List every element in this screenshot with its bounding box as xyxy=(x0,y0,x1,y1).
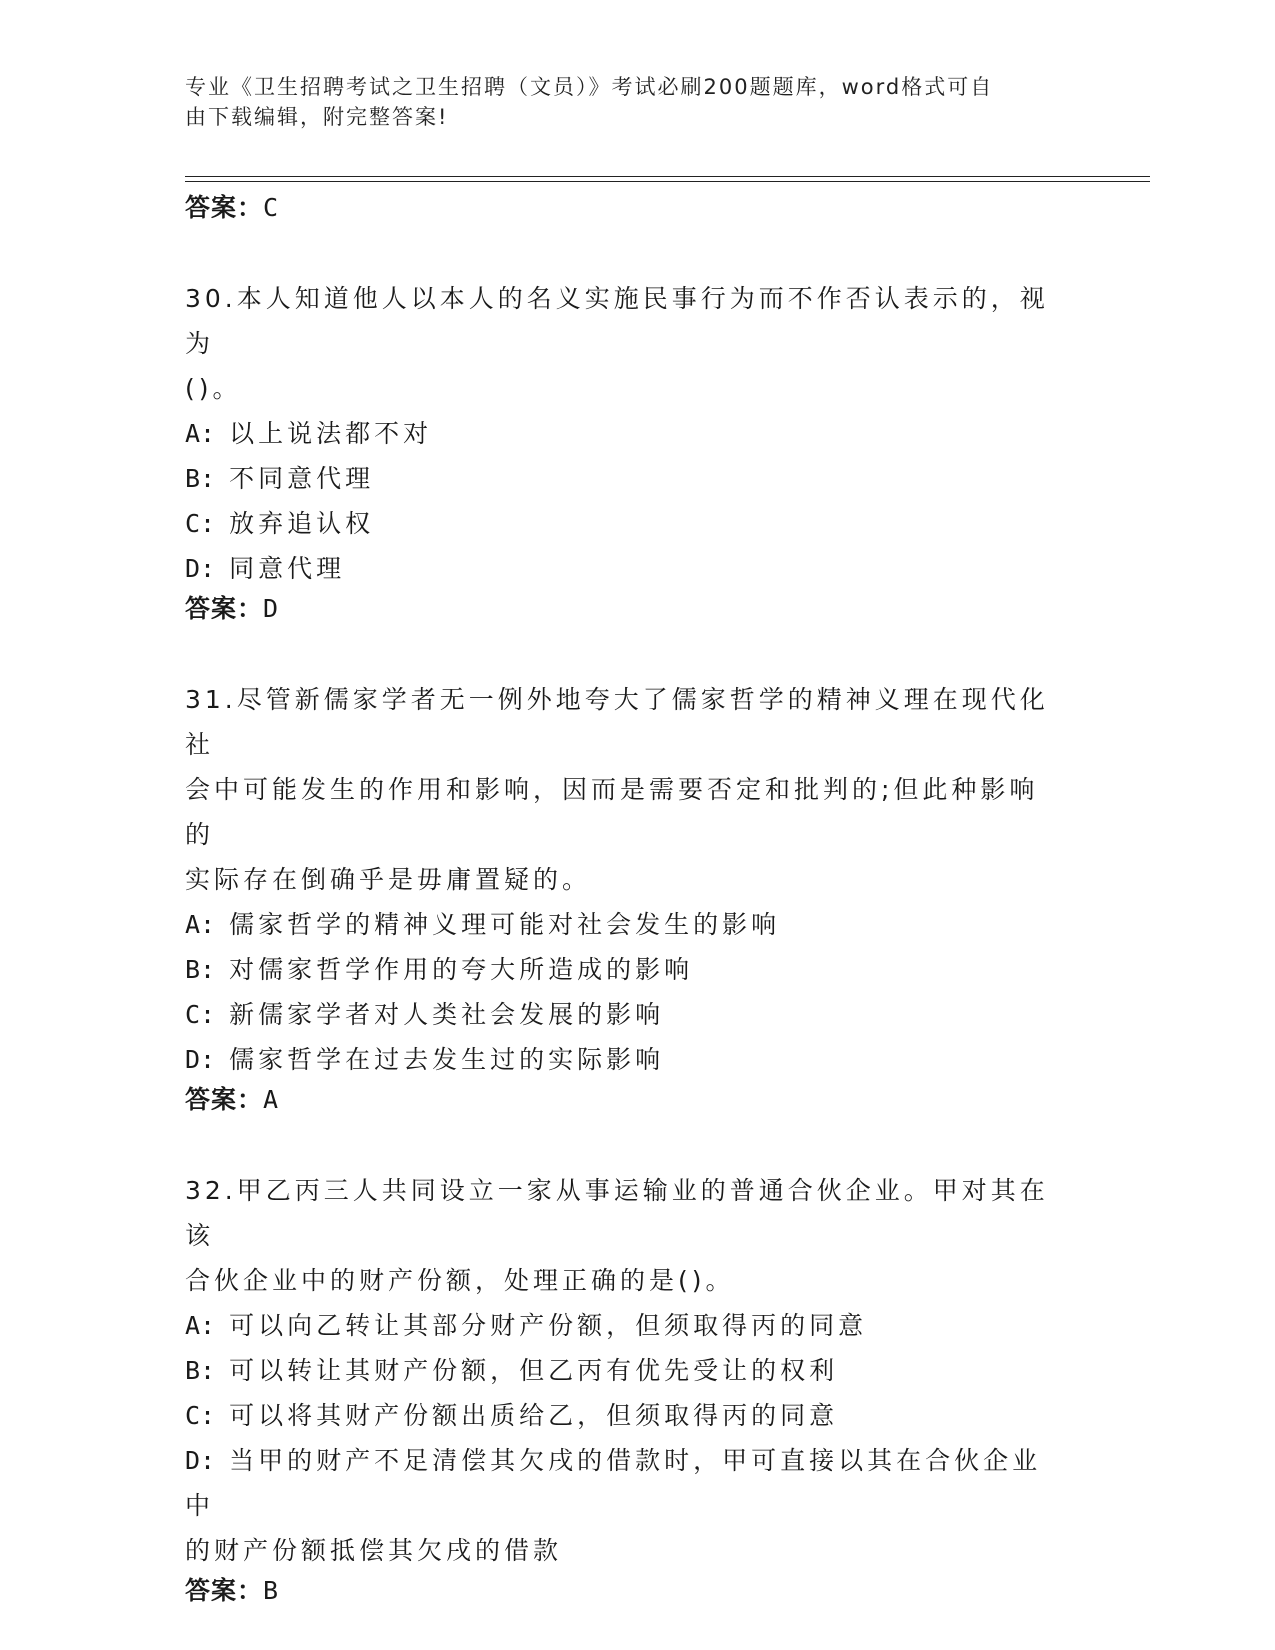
question-stem-line: 合伙企业中的财产份额，处理正确的是()。 xyxy=(185,1266,735,1295)
option-d-continuation: 的财产份额抵偿其欠戌的借款 xyxy=(185,1536,563,1565)
header-rule-top xyxy=(185,176,1150,177)
answer-label: 答案： xyxy=(185,1085,264,1114)
option-text: 同意代理 xyxy=(229,554,346,583)
option-text: 儒家哲学在过去发生过的实际影响 xyxy=(229,1045,665,1074)
answer-value: A xyxy=(263,1085,279,1114)
answer-value: D xyxy=(263,594,279,623)
header-line-2: 由下载编辑，附完整答案! xyxy=(185,105,449,129)
option-a xyxy=(185,411,1065,456)
answer-line xyxy=(185,1082,1065,1118)
option-text: 新儒家学者对人类社会发展的影响 xyxy=(229,1000,665,1029)
option-text: 儒家哲学的精神义理可能对社会发生的影响 xyxy=(229,910,781,939)
option-text: 对儒家哲学作用的夸大所造成的影响 xyxy=(229,955,694,984)
answer-label: 答案： xyxy=(185,193,264,222)
question-stem-line: 实际存在倒确乎是毋庸置疑的。 xyxy=(185,865,592,894)
question-stem-line: 30.本人知道他人以本人的名义实施民事行为而不作否认表示的，视为 xyxy=(185,284,1049,358)
option-text: 可以转让其财产份额，但乙丙有优先受让的权利 xyxy=(229,1356,839,1385)
question-stem-line: 会中可能发生的作用和影响，因而是需要否定和批判的;但此种影响的 xyxy=(185,775,1039,849)
option-key: D: xyxy=(185,1045,216,1074)
option-a xyxy=(185,902,1065,947)
option-key: C: xyxy=(185,1000,216,1029)
question-stem-line: 32.甲乙丙三人共同设立一家从事运输业的普通合伙企业。甲对其在该 xyxy=(185,1176,1049,1250)
option-text: 不同意代理 xyxy=(229,464,375,493)
option-c xyxy=(185,501,1065,546)
option-c xyxy=(185,1393,1065,1438)
option-key: B: xyxy=(185,955,216,984)
option-d xyxy=(185,546,1065,591)
answer-value: B xyxy=(263,1576,279,1605)
option-key: C: xyxy=(185,1401,216,1430)
answer-value: C xyxy=(263,193,279,222)
answer-line xyxy=(185,591,1065,627)
answer-label: 答案： xyxy=(185,594,264,623)
option-d xyxy=(185,1438,1065,1528)
option-key: A: xyxy=(185,419,216,448)
option-key: B: xyxy=(185,1356,216,1385)
option-b xyxy=(185,456,1065,501)
header-line-1: 专业《卫生招聘考试之卫生招聘（文员）》考试必刷200题题库，word格式可自 xyxy=(185,75,994,99)
question-stem-line: ()。 xyxy=(185,374,242,403)
option-text: 可以将其财产份额出质给乙，但须取得丙的同意 xyxy=(229,1401,839,1430)
option-key: D: xyxy=(185,554,216,583)
option-key: D: xyxy=(185,1446,216,1475)
page-header xyxy=(185,72,1065,132)
option-text: 以上说法都不对 xyxy=(229,419,433,448)
spacer xyxy=(185,1118,1065,1168)
option-key: A: xyxy=(185,1311,216,1340)
option-a xyxy=(185,1303,1065,1348)
option-text: 当甲的财产不足清偿其欠戌的借款时，甲可直接以其在合伙企业中 xyxy=(185,1446,1042,1520)
option-key: C: xyxy=(185,509,216,538)
option-c xyxy=(185,992,1065,1037)
option-key: B: xyxy=(185,464,216,493)
question-stem-line: 31.尽管新儒家学者无一例外地夸大了儒家哲学的精神义理在现代化社 xyxy=(185,685,1049,759)
option-text: 可以向乙转让其部分财产份额，但须取得丙的同意 xyxy=(229,1311,868,1340)
question-item xyxy=(185,677,1065,1118)
option-key: A: xyxy=(185,910,216,939)
answer-label: 答案： xyxy=(185,1576,264,1605)
header-rule-bottom xyxy=(185,181,1150,182)
option-b xyxy=(185,947,1065,992)
spacer xyxy=(185,226,1065,276)
option-b xyxy=(185,1348,1065,1393)
spacer xyxy=(185,627,1065,677)
option-d xyxy=(185,1037,1065,1082)
question-item xyxy=(185,1168,1065,1609)
answer-line xyxy=(185,1573,1065,1609)
answer-line xyxy=(185,190,1065,226)
question-list xyxy=(185,190,1065,1609)
question-item xyxy=(185,276,1065,627)
option-text: 放弃追认权 xyxy=(229,509,375,538)
